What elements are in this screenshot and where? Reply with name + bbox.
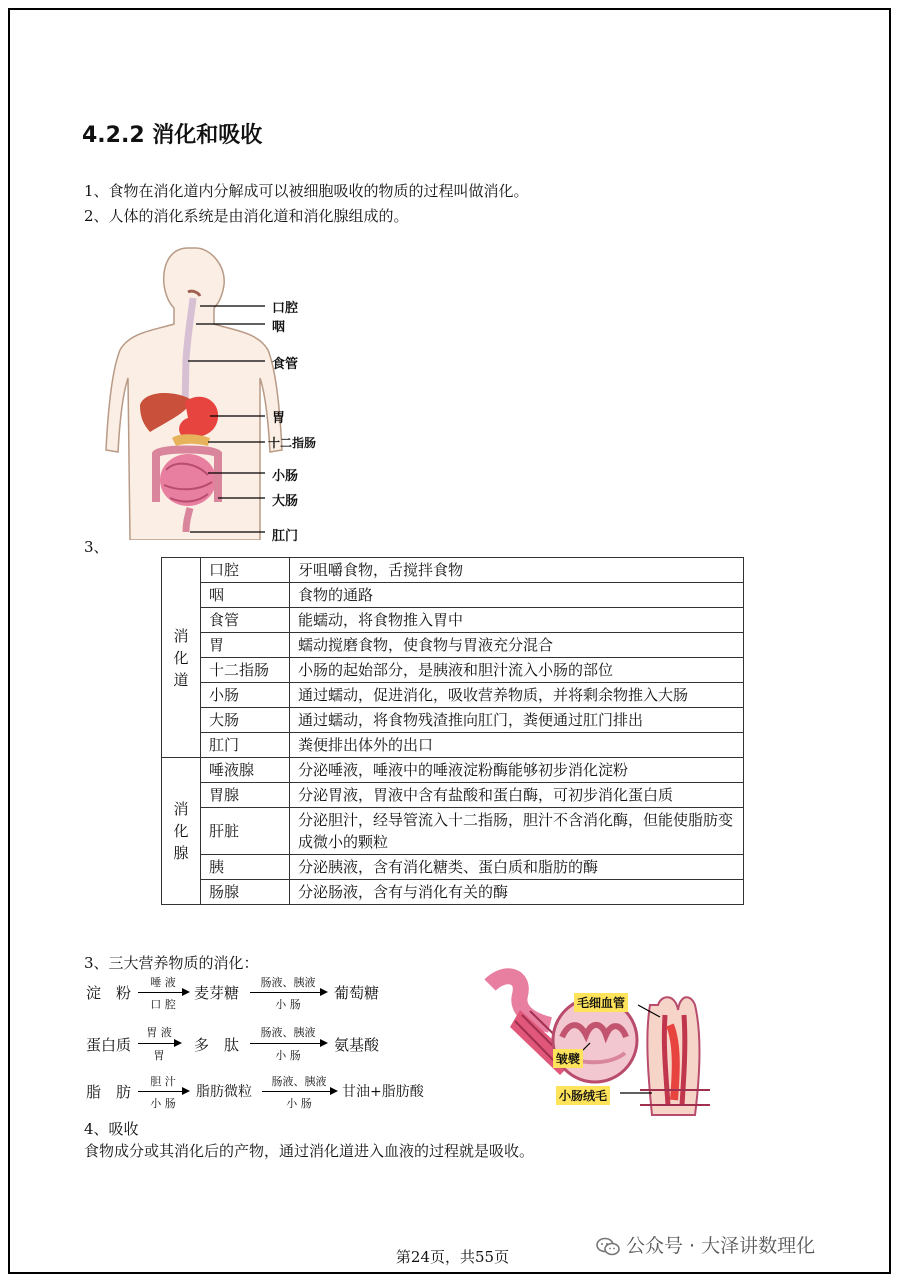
function-cell: 食物的通路 [290, 583, 744, 608]
organ-cell: 肝脏 [201, 808, 290, 855]
table-row [162, 855, 744, 880]
absorption-heading: 4、吸收 [84, 1120, 139, 1138]
label-mouth: 口腔 [272, 301, 299, 316]
fat-step1-bottom: 小 肠 [150, 1097, 176, 1110]
starch-arrow-2 [250, 992, 326, 993]
page-number: 第24页，共55页 [395, 1248, 510, 1266]
function-cell: 能蠕动，将食物推入胃中 [290, 608, 744, 633]
intestinal-villi-diagram [480, 965, 710, 1130]
protein-arrow-2 [250, 1043, 326, 1044]
organ-cell: 唾液腺 [201, 758, 290, 783]
section-title: 4.2.2 消化和吸收 [82, 123, 263, 148]
table-row [162, 583, 744, 608]
intro-line-1: 1、食物在消化道内分解成可以被细胞吸收的物质的过程叫做消化。 [84, 182, 529, 200]
label-duodenum: 十二指肠 [268, 436, 317, 450]
organ-cell: 食管 [201, 608, 290, 633]
protein-step2-top: 肠液、胰液 [260, 1026, 316, 1039]
digestive-system-diagram [100, 240, 340, 540]
label-esophagus: 食管 [272, 357, 299, 372]
label-small-intestine: 小肠 [272, 469, 299, 484]
nutrients-heading: 3、三大营养物质的消化： [84, 954, 259, 972]
protein-step1-bottom: 胃 [153, 1049, 165, 1062]
table-row [162, 683, 744, 708]
table-row [162, 808, 744, 855]
starch-step2-top: 肠液、胰液 [260, 976, 316, 989]
starch-name: 淀 粉 [86, 984, 132, 1002]
table-row [162, 758, 744, 783]
function-cell: 分泌胰液，含有消化糖类、蛋白质和脂肪的酶 [290, 855, 744, 880]
table-row [162, 608, 744, 633]
function-cell: 牙咀嚼食物，舌搅拌食物 [290, 558, 744, 583]
fat-product: 甘油+脂肪酸 [342, 1084, 424, 1100]
table-row [162, 733, 744, 758]
watermark-text: 公众号 · 大泽讲数理化 [626, 1235, 816, 1257]
fat-step2-top: 肠液、胰液 [271, 1075, 327, 1088]
table-row [162, 880, 744, 905]
starch-product: 葡萄糖 [334, 984, 380, 1002]
organ-cell: 口腔 [201, 558, 290, 583]
organ-cell: 肛门 [201, 733, 290, 758]
table-row [162, 708, 744, 733]
fat-mid: 脂肪微粒 [196, 1084, 252, 1100]
protein-step1-top: 胃 液 [146, 1026, 172, 1039]
protein-name: 蛋白质 [86, 1036, 132, 1054]
starch-arrow-1 [138, 992, 188, 993]
label-pharynx: 咽 [272, 320, 286, 335]
protein-arrow-1 [138, 1043, 180, 1044]
protein-product: 氨基酸 [334, 1036, 380, 1054]
intro-line-2: 2、人体的消化系统是由消化道和消化腺组成的。 [84, 207, 409, 225]
organ-cell: 咽 [201, 583, 290, 608]
group-digestive-glands: 消化腺 [162, 758, 201, 905]
label-capillary: 毛细血管 [574, 993, 628, 1012]
starch-step1-bottom: 口 腔 [150, 998, 176, 1011]
organ-cell: 胃腺 [201, 783, 290, 808]
starch-step2-bottom: 小 肠 [275, 998, 301, 1011]
organ-cell: 胃 [201, 633, 290, 658]
absorption-text: 食物成分或其消化后的产物，通过消化道进入血液的过程就是吸收。 [84, 1142, 535, 1160]
fat-step1-top: 胆 汁 [150, 1075, 176, 1088]
fat-name: 脂 肪 [86, 1083, 132, 1101]
table-row [162, 658, 744, 683]
group-digestive-tract: 消化道 [162, 558, 201, 758]
protein-step2-bottom: 小 肠 [275, 1049, 301, 1062]
organ-cell: 小肠 [201, 683, 290, 708]
table-row [162, 783, 744, 808]
organ-cell: 十二指肠 [201, 658, 290, 683]
function-cell: 通过蠕动，促进消化，吸收营养物质，并将剩余物推入大肠 [290, 683, 744, 708]
digestive-organs-table [161, 557, 744, 905]
fat-step2-bottom: 小 肠 [286, 1097, 312, 1110]
starch-mid: 麦芽糖 [194, 984, 240, 1002]
protein-mid: 多 肽 [194, 1036, 240, 1054]
watermark [596, 1231, 815, 1258]
label-stomach: 胃 [272, 411, 286, 426]
organ-cell: 大肠 [201, 708, 290, 733]
label-fold: 皱襞 [553, 1049, 583, 1068]
fat-arrow-2 [262, 1091, 336, 1092]
function-cell: 分泌胆汁，经导管流入十二指肠，胆汁不含消化酶，但能使脂肪变成微小的颗粒 [290, 808, 744, 855]
item-3-label: 3、 [84, 538, 109, 556]
label-villus: 小肠绒毛 [556, 1086, 610, 1105]
function-cell: 小肠的起始部分，是胰液和胆汁流入小肠的部位 [290, 658, 744, 683]
organ-cell: 肠腺 [201, 880, 290, 905]
function-cell: 分泌胃液，胃液中含有盐酸和蛋白酶，可初步消化蛋白质 [290, 783, 744, 808]
function-cell: 通过蠕动，将食物残渣推向肛门，粪便通过肛门排出 [290, 708, 744, 733]
function-cell: 粪便排出体外的出口 [290, 733, 744, 758]
fat-arrow-1 [138, 1091, 188, 1092]
starch-step1-top: 唾 液 [150, 976, 176, 989]
table-row [162, 633, 744, 658]
function-cell: 蠕动搅磨食物，使食物与胃液充分混合 [290, 633, 744, 658]
function-cell: 分泌肠液，含有与消化有关的酶 [290, 880, 744, 905]
table-row [162, 558, 744, 583]
wechat-icon [596, 1237, 620, 1257]
label-large-intestine: 大肠 [272, 494, 299, 509]
label-anus: 肛门 [272, 529, 299, 544]
function-cell: 分泌唾液，唾液中的唾液淀粉酶能够初步消化淀粉 [290, 758, 744, 783]
organ-cell: 胰 [201, 855, 290, 880]
